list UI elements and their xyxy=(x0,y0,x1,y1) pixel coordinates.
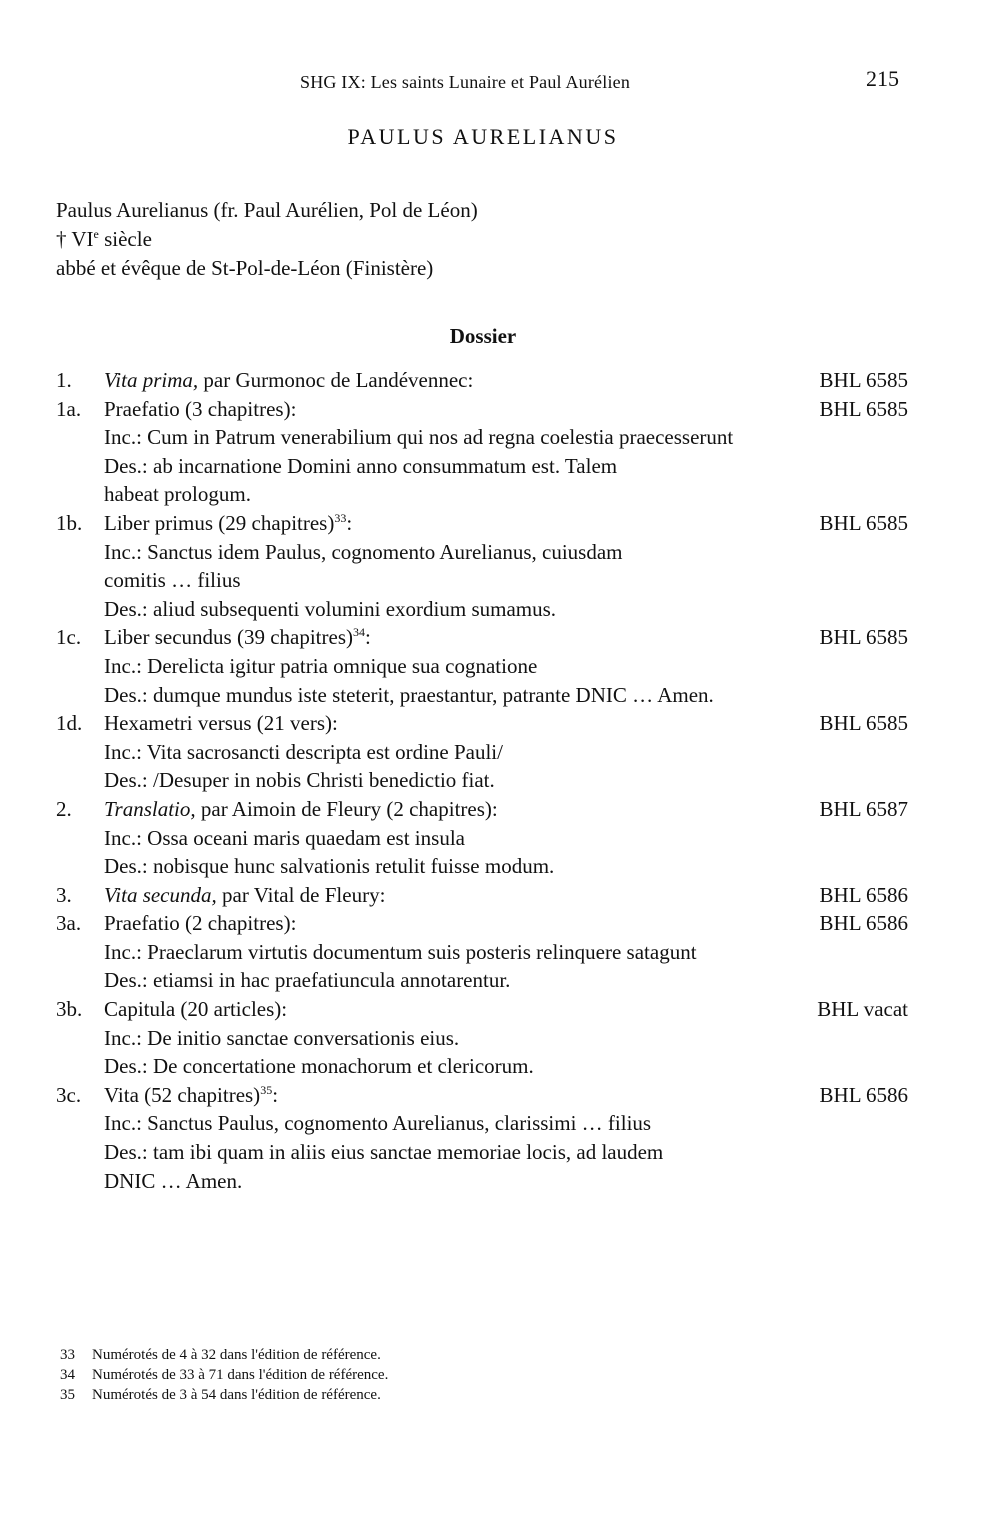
entry-text: Vita prima, par Gurmonoc de Landévennec: xyxy=(104,368,474,392)
dossier-entry-detail xyxy=(56,766,908,795)
entry-number: 1a. xyxy=(56,396,82,421)
entry-text: Des.: etiamsi in hac praefatiuncula annotarentur. xyxy=(104,968,511,993)
entry-number: 1c. xyxy=(56,625,82,650)
entry-number: 1. xyxy=(56,368,72,392)
dossier-entry xyxy=(56,366,908,395)
footnote-ref: 35 xyxy=(260,1082,273,1097)
dossier-entry xyxy=(56,709,908,738)
footnote xyxy=(60,1365,388,1385)
entry-text: Des.: tam ibi quam in aliis eius sanctae memoriae locis, ad laudem xyxy=(104,1140,664,1165)
dossier-entry-detail xyxy=(56,652,908,681)
dossier-entry-detail xyxy=(56,966,908,995)
footnote xyxy=(60,1385,388,1405)
entry-title: Translatio, xyxy=(104,796,196,821)
bhl-reference: BHL 6585 xyxy=(819,711,908,736)
entry-text: Inc.: Cum in Patrum venerabilium qui nos ad regna coelestia praecesserunt xyxy=(104,425,734,450)
section-title: PAULUS AURELIANUS xyxy=(347,124,619,149)
dossier-entry xyxy=(56,995,908,1024)
entry-text: Vita (52 chapitres)$^{35}$: xyxy=(104,1082,279,1107)
footnote-text: Numérotés de 3 à 54 dans l'édition de référence. xyxy=(92,1387,381,1403)
dossier-entry xyxy=(56,909,908,938)
entry-text: comitis … filius xyxy=(104,568,241,593)
footnote-number: 34 xyxy=(60,1367,75,1383)
entry-text: Capitula (20 articles): xyxy=(104,997,288,1022)
dossier-entry-detail xyxy=(56,681,908,710)
entry-text: Hexametri versus (21 vers): xyxy=(104,711,338,736)
dossier-entry xyxy=(56,881,908,910)
dossier-entry-detail xyxy=(56,1109,908,1138)
entry-number: 2. xyxy=(56,796,72,821)
dossier-entry-detail xyxy=(56,852,908,881)
running-title: SHG IX: Les saints Lunaire et Paul Aurélien xyxy=(300,72,631,92)
entry-text: Inc.: Sanctus Paulus, cognomento Aurelianus, clarissimi … filius xyxy=(104,1111,652,1136)
dossier-entry xyxy=(56,509,908,538)
footnote-ref: 34 xyxy=(353,625,365,640)
dossier-entry-detail xyxy=(56,538,908,567)
entry-text: Des.: dumque mundus iste steterit, praestantur, patrante DNIC … Amen. xyxy=(104,682,714,707)
entry-text: Des.: aliud subsequenti volumini exordium sumamus. xyxy=(104,596,557,621)
entry-text: Praefatio (3 chapitres): xyxy=(104,396,297,421)
saint-names: Paulus Aurelianus (fr. Paul Aurélien, Pol de Léon) xyxy=(56,198,478,222)
dossier-heading: Dossier xyxy=(449,324,517,348)
footnote-ref: 33 xyxy=(334,510,347,525)
bhl-reference: BHL 6586 xyxy=(819,911,908,936)
dossier-entry-detail xyxy=(56,938,908,967)
entry-text: Translatio, par Aimoin de Fleury (2 chapitres): xyxy=(104,796,498,821)
page-number: 215 xyxy=(866,66,899,91)
entry-number: 3. xyxy=(56,882,72,907)
dossier-entry xyxy=(56,1081,908,1110)
saint-identity xyxy=(56,196,478,283)
dossier-entry-detail xyxy=(56,566,908,595)
entry-title: Vita secunda, xyxy=(104,882,217,907)
entry-text: Des.: /Desuper in nobis Christi benedictio fiat. xyxy=(104,768,495,793)
entry-text: Inc.: Sanctus idem Paulus, cognomento Aurelianus, cuiusdam xyxy=(104,539,623,564)
entry-text: Liber primus (29 chapitres)$^{33}$: xyxy=(104,510,353,535)
entry-text: DNIC … Amen. xyxy=(104,1168,243,1193)
dossier-entry-detail xyxy=(56,595,908,624)
entry-text: Des.: nobisque hunc salvationis retulit fuisse modum. xyxy=(104,854,555,879)
dossier-entry xyxy=(56,395,908,424)
entry-title: Vita prima, xyxy=(104,368,199,392)
dossier-entry-detail xyxy=(56,1052,908,1081)
footnotes xyxy=(60,1345,388,1405)
dossier-entry-detail xyxy=(56,738,908,767)
bhl-reference: BHL 6586 xyxy=(819,882,908,907)
entry-text: Vita secunda, par Vital de Fleury: xyxy=(104,882,386,907)
entry-number: 3c. xyxy=(56,1082,82,1107)
entry-text: habeat prologum. xyxy=(104,482,251,507)
saint-office: abbé et évêque de St-Pol-de-Léon (Finistère) xyxy=(56,256,434,280)
entry-text: Inc.: Praeclarum virtutis documentum suis posteris relinquere satagunt xyxy=(104,939,697,964)
footnote-text: Numérotés de 4 à 32 dans l'édition de référence. xyxy=(92,1347,381,1363)
footnote-number: 35 xyxy=(60,1387,75,1403)
entry-number: 3b. xyxy=(56,997,83,1022)
entry-text: Inc.: De initio sanctae conversationis eius. xyxy=(104,1025,460,1050)
bhl-reference: BHL 6585 xyxy=(819,368,908,392)
entry-text: Des.: De concertatione monachorum et clericorum. xyxy=(104,1054,534,1079)
bhl-reference: BHL 6586 xyxy=(819,1082,908,1107)
entry-text: Inc.: Vita sacrosancti descripta est ordine Pauli/ xyxy=(104,739,503,764)
footnote xyxy=(60,1345,388,1365)
entry-text: Praefatio (2 chapitres): xyxy=(104,911,297,936)
dossier-entry-detail xyxy=(56,452,908,481)
footnote-text: Numérotés de 33 à 71 dans l'édition de référence. xyxy=(92,1367,389,1383)
dossier-entry-detail xyxy=(56,1024,908,1053)
bhl-reference: BHL 6585 xyxy=(819,396,908,421)
entry-number: 1b. xyxy=(56,510,83,535)
entry-text: Des.: ab incarnatione Domini anno consummatum est. Talem xyxy=(104,453,618,478)
dossier-entry-detail xyxy=(56,480,908,509)
dossier-entry xyxy=(56,795,908,824)
dossier-list xyxy=(56,366,908,1195)
bhl-reference: BHL 6585 xyxy=(819,625,908,650)
bhl-reference: BHL 6585 xyxy=(819,510,908,535)
entry-text: Inc.: Ossa oceani maris quaedam est insula xyxy=(104,825,465,850)
dossier-entry-detail xyxy=(56,1138,908,1167)
entry-number: 3a. xyxy=(56,911,82,936)
entry-text: Inc.: Derelicta igitur patria omnique sua cognatione xyxy=(104,653,538,678)
dossier-entry-detail xyxy=(56,423,908,452)
bhl-reference: BHL 6587 xyxy=(819,796,908,821)
entry-number: 1d. xyxy=(56,711,83,736)
saint-date: † VIe siècle xyxy=(56,227,152,251)
dossier-entry-detail xyxy=(56,1167,908,1196)
dossier-entry xyxy=(56,623,908,652)
footnote-number: 33 xyxy=(60,1347,75,1363)
bhl-reference: BHL vacat xyxy=(817,997,908,1022)
entry-text: Liber secundus (39 chapitres)$^{34}$: xyxy=(104,625,371,650)
dossier-entry-detail xyxy=(56,824,908,853)
